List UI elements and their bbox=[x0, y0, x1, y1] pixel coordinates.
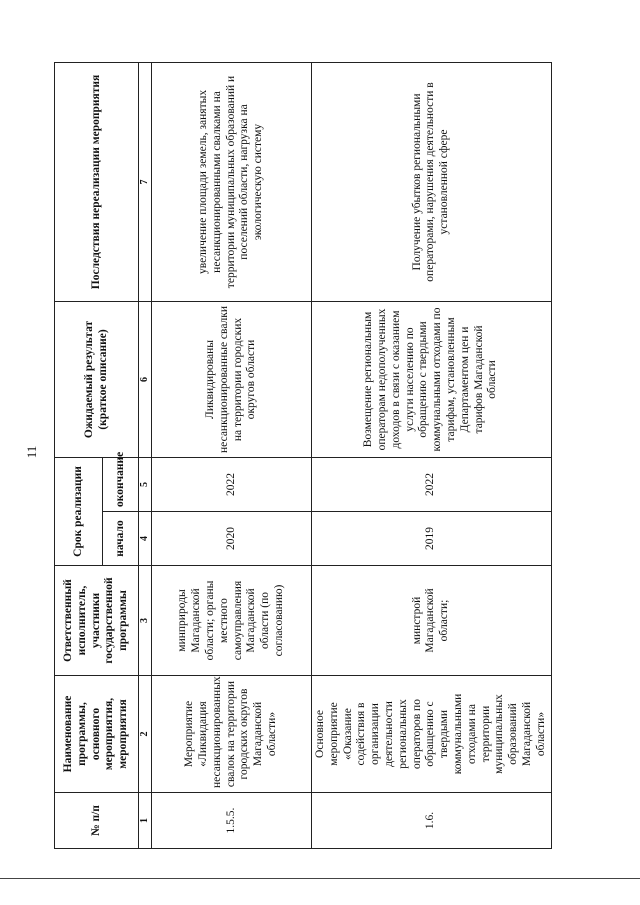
column-number: 7 bbox=[139, 62, 152, 301]
table-row bbox=[152, 62, 312, 848]
column-number: 5 bbox=[139, 457, 152, 511]
header-number: № п/п bbox=[55, 793, 139, 849]
program-table bbox=[54, 62, 552, 849]
row-result: Ликвидированы несанкционированные свалки на территории городских округов области bbox=[152, 301, 312, 457]
row-end: 2022 bbox=[312, 457, 552, 511]
row-consequence: Получение убытков региональными операторами, нарушения деятельности в установленной сфере bbox=[312, 62, 552, 301]
row-name: Мероприятие «Ликвидация несанкционированных свалок на территории городских округов Магаданской области» bbox=[152, 676, 312, 793]
header-consequence: Последствия нереализации мероприятия bbox=[55, 62, 139, 301]
header-end: окончание bbox=[103, 457, 139, 511]
row-consequence: увеличение площади земель, занятых несанкционированными свалками на территории муниципальных образований и поселений области, нагрузка на экологическую систему bbox=[152, 62, 312, 301]
row-end: 2022 bbox=[152, 457, 312, 511]
header-start: начало bbox=[103, 512, 139, 566]
column-number: 6 bbox=[139, 301, 152, 457]
header-result: Ожидаемый результат (краткое описание) bbox=[55, 301, 139, 457]
column-number: 4 bbox=[139, 512, 152, 566]
row-number: 1.6. bbox=[312, 793, 552, 849]
page-bottom-rule bbox=[0, 878, 640, 879]
rotated-table-frame bbox=[54, 63, 547, 849]
header-term-group: Срок реализации bbox=[55, 457, 103, 565]
row-start: 2020 bbox=[152, 512, 312, 566]
column-number: 1 bbox=[139, 793, 152, 849]
page-number: 11 bbox=[24, 445, 39, 459]
header-executor: Ответственный исполнитель, участники государственной программы bbox=[55, 566, 139, 676]
row-result: Возмещение региональным операторам недополученных доходов в связи с оказанием услуги населению по обращению с твердыми коммунальными отходами по тарифам, установленным Департаментом цен и тарифов Магаданской области bbox=[312, 301, 552, 457]
header-name: Наименование программы, основного мероприятия, мероприятия bbox=[55, 676, 139, 793]
row-number: 1.5.5. bbox=[152, 793, 312, 849]
column-number: 2 bbox=[139, 676, 152, 793]
column-number: 3 bbox=[139, 566, 152, 676]
row-name: Основное мероприятие «Оказание содействия в организации деятельности региональных операторов по обращению с твердыми коммунальными отходами на территории муниципальных образований Магаданской области» bbox=[312, 676, 552, 793]
table-row bbox=[312, 62, 552, 848]
row-executor: минприроды Магаданской области; органы местного самоуправления Магаданской области (по согласованию) bbox=[152, 566, 312, 676]
row-start: 2019 bbox=[312, 512, 552, 566]
row-executor: минстрой Магаданской области; bbox=[312, 566, 552, 676]
